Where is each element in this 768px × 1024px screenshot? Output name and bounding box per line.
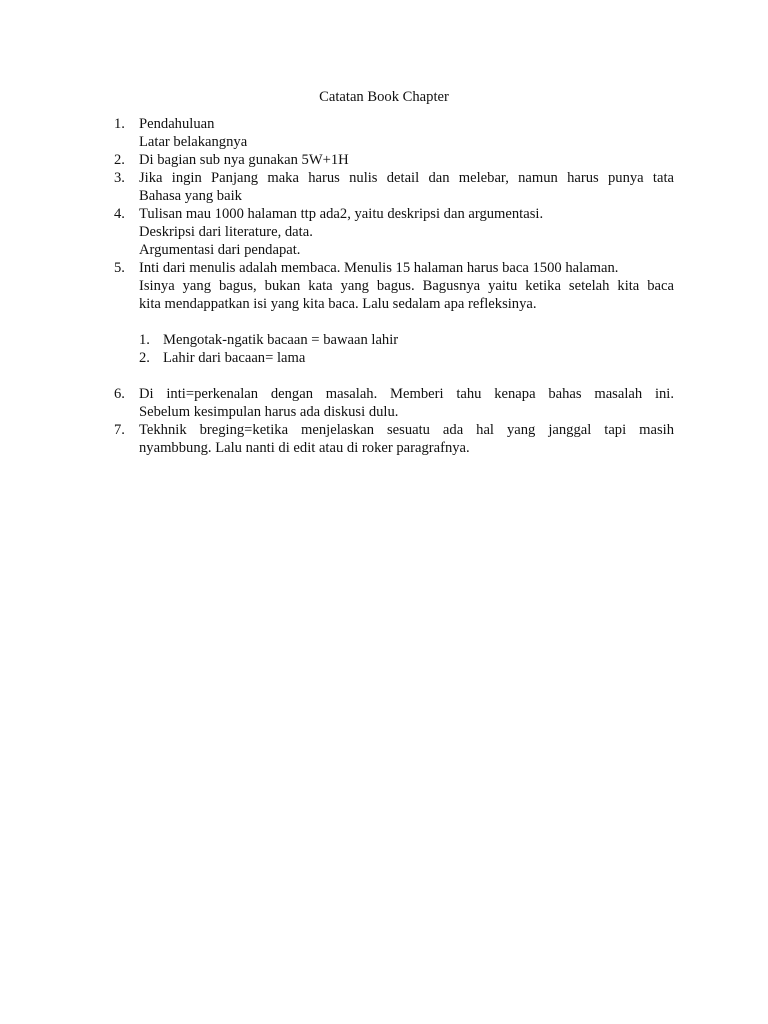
- notes-list: [108, 115, 674, 457]
- list-item-2: [108, 151, 674, 169]
- sub-list-number: 1.: [139, 332, 150, 348]
- list-item-text: Argumentasi dari pendapat.: [139, 242, 301, 258]
- list-item-text: Pendahuluan: [139, 116, 215, 132]
- list-item-text: Di inti=perkenalan dengan masalah. Memberi tahu kenapa bahas masalah ini.: [139, 386, 674, 402]
- page-title: Catatan Book Chapter: [319, 89, 449, 105]
- sub-list-item-1: [139, 331, 674, 349]
- spacer: [139, 367, 674, 385]
- sub-list-number: 2.: [139, 350, 150, 366]
- list-item-1: [108, 115, 674, 151]
- list-number: 2.: [114, 152, 125, 168]
- list-item-text: Jika ingin Panjang maka harus nulis detail dan melebar, namun harus punya tata: [139, 170, 674, 186]
- sub-list: [139, 331, 674, 367]
- list-item-text: Latar belakangnya: [139, 134, 248, 150]
- list-item-text: Tekhnik breging=ketika menjelaskan sesuatu ada hal yang janggal tapi masih: [139, 422, 674, 438]
- list-number: 6.: [114, 386, 125, 402]
- list-item-4: [108, 205, 674, 259]
- list-number: 7.: [114, 422, 125, 438]
- list-item-6: [108, 385, 674, 421]
- list-item-text: Di bagian sub nya gunakan 5W+1H: [139, 152, 349, 168]
- list-item-text: Deskripsi dari literature, data.: [139, 224, 313, 240]
- list-item-text: Bahasa yang baik: [139, 188, 242, 204]
- list-item-3: [108, 169, 674, 205]
- list-item-text: Sebelum kesimpulan harus ada diskusi dulu.: [139, 404, 399, 420]
- list-number: 4.: [114, 206, 125, 222]
- sub-list-item-2: [139, 349, 674, 367]
- list-item-5: [108, 259, 674, 385]
- list-number: 1.: [114, 116, 125, 132]
- sub-list-item-text: Mengotak-ngatik bacaan = bawaan lahir: [163, 332, 399, 348]
- sub-list-item-text: Lahir dari bacaan= lama: [163, 350, 306, 366]
- list-item-text: nyambbung. Lalu nanti di edit atau di roker paragrafnya.: [139, 440, 470, 456]
- spacer: [139, 313, 674, 331]
- list-number: 3.: [114, 170, 125, 186]
- list-item-text: Inti dari menulis adalah membaca. Menulis 15 halaman harus baca 1500 halaman.: [139, 260, 619, 276]
- list-item-7: [108, 421, 674, 457]
- list-number: 5.: [114, 260, 125, 276]
- list-item-text: Tulisan mau 1000 halaman ttp ada2, yaitu deskripsi dan argumentasi.: [139, 206, 544, 222]
- list-item-text: Isinya yang bagus, bukan kata yang bagus. Bagusnya yaitu ketika setelah kita baca: [139, 278, 674, 294]
- list-item-text: kita mendappatkan isi yang kita baca. Lalu sedalam apa refleksinya.: [139, 296, 537, 312]
